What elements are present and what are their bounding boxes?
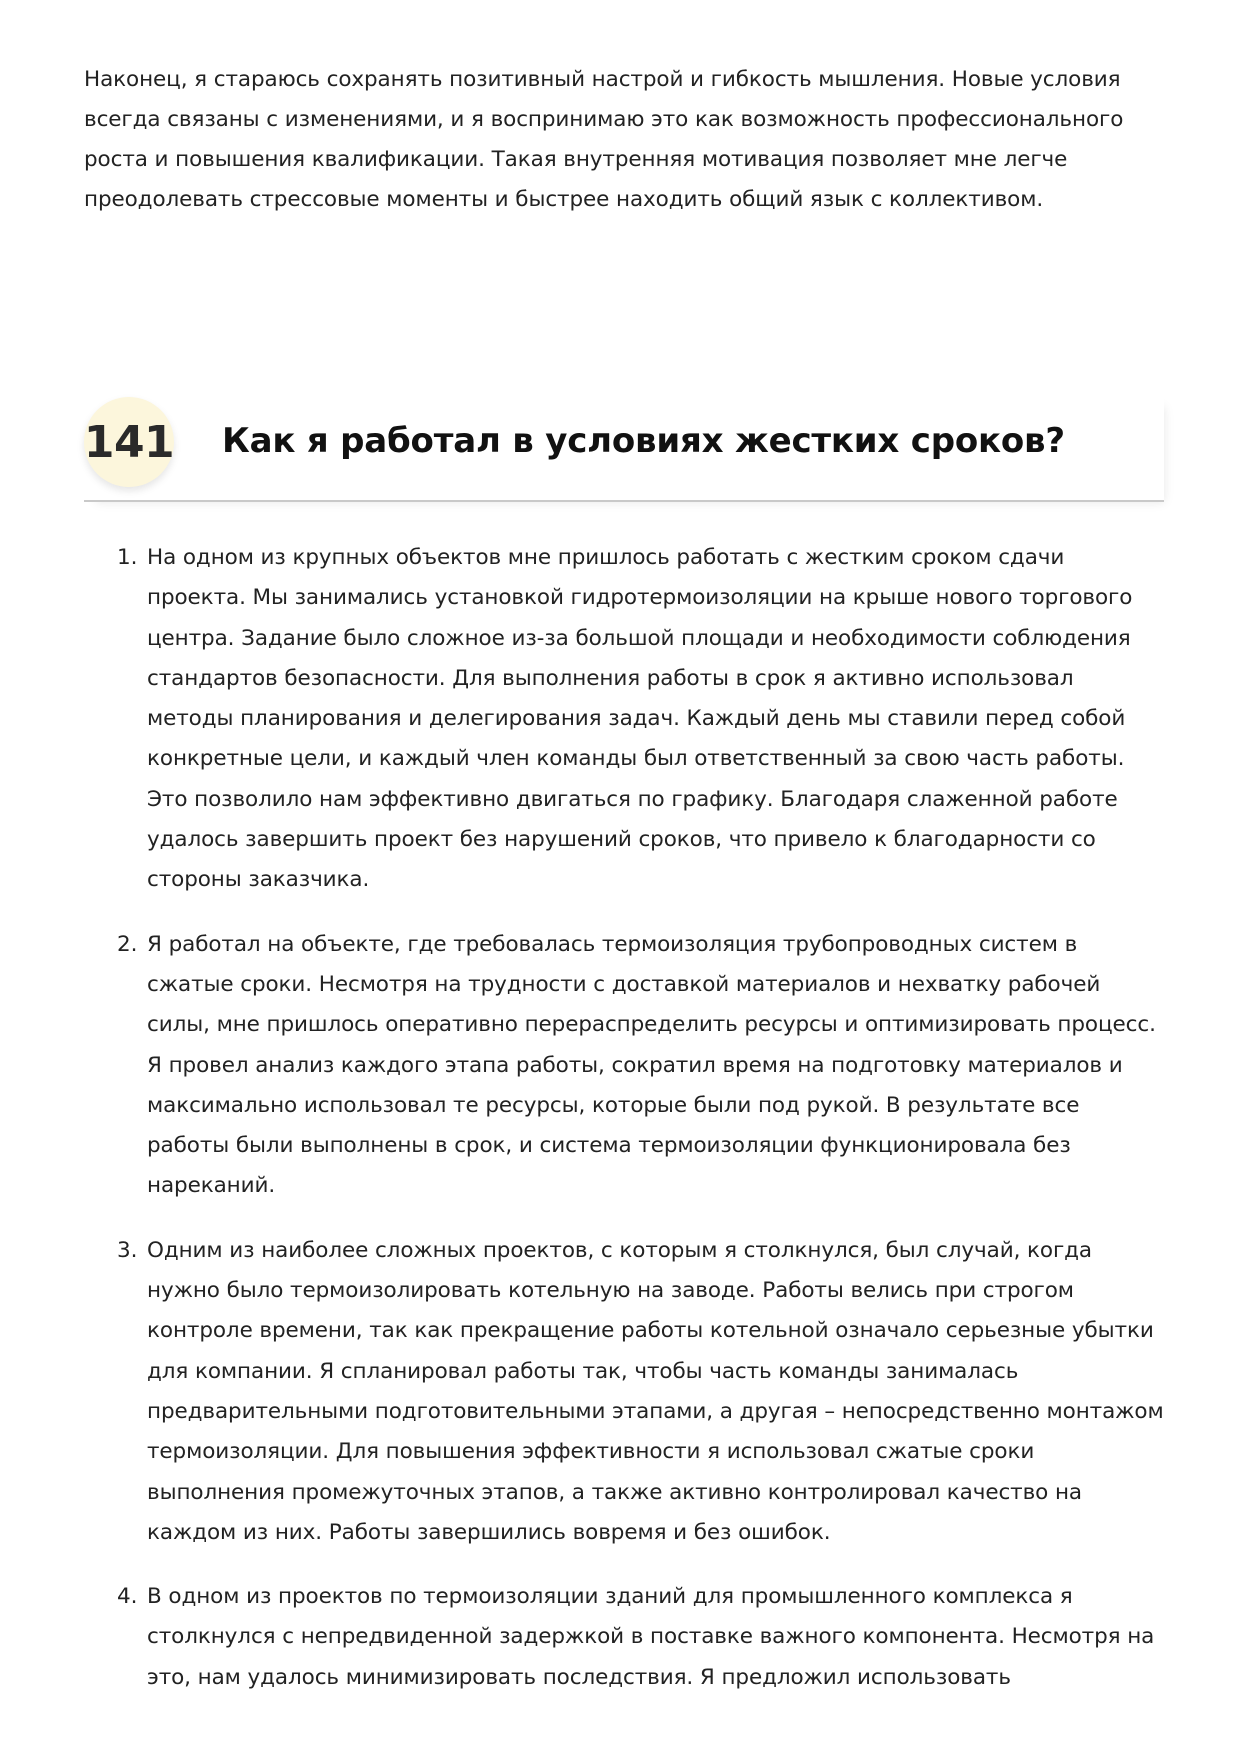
answer-item (84, 538, 1164, 901)
answer-list (84, 538, 1164, 1722)
document-page (83, 0, 1164, 1690)
answer-number: 1. (117, 545, 138, 570)
answer-text: Я работал на объекте, где требовалась термоизоляция трубопроводных систем в сжатые сроки. Несмотря на трудности с доставкой материалов и нехватку рабочей силы, мне пришлось оперативно перераспределить ресурсы и оптимизировать процесс. Я провел анализ каждого этапа работы, сократил время на подготовку материалов и максимально использовал те ресурсы, которые были под рукой. В результате все работы были выполнены в срок, и система термоизоляции функционировала без нареканий. (147, 931, 1156, 1199)
section-header (84, 395, 1164, 502)
answer-number: 3. (117, 1237, 138, 1263)
answer-item (84, 1231, 1164, 1553)
answer-text: Одним из наиболее сложных проектов, с которым я столкнулся, был случай, когда нужно было термоизолировать котельную на заводе. Работы велись при строгом контроле времени, так как прекращение работы котельной означало серьезные убытки для компании. Я спланировал работы так, чтобы часть команды занималась предварительными подготовительными этапами, а другая – непосредственно монтажом термоизоляции. Для повышения эффективности я использовал сжатые сроки выполнения промежуточных этапов, а также активно контролировал качество на каждом из них. Работы завершились вовремя и без ошибок. (147, 1237, 1164, 1545)
intro-paragraph: Наконец, я стараюсь сохранять позитивный настрой и гибкость мышления. Новые условия всегда связаны с изменениями, и я воспринимаю это как возможность профессионального роста и повышения квалификации. Такая внутренняя мотивация позволяет мне легче преодолевать стрессовые моменты и быстрее находить общий язык с коллективом. (84, 67, 1124, 212)
section-title: Как я работал в условиях жестких сроков? (222, 421, 1065, 461)
answer-item (84, 1577, 1164, 1698)
answer-text: В одном из проектов по термоизоляции зданий для промышленного комплекса я столкнулся с непредвиденной задержкой в поставке важного компонента. Несмотря на это, нам удалось минимизировать последствия. Я предложил использовать (147, 1584, 1155, 1690)
answer-number: 4. (117, 1584, 138, 1610)
answer-text: На одном из крупных объектов мне пришлось работать с жестким сроком сдачи проекта. Мы занимались установкой гидротермоизоляции на крыше нового торгового центра. Задание было сложное из-за большой площади и необходимости соблюдения стандартов безопасности. Для выполнения работы в срок я активно использовал методы планирования и делегирования задач. Каждый день мы ставили перед собой конкретные цели, и каждый член команды был ответственный за свою часть работы. Это позволило нам эффективно двигаться по графику. Благодаря слаженной работе удалось завершить проект без нарушений сроков, что привело к благодарности со стороны заказчика. (147, 545, 1133, 893)
question-number-badge: 141 (84, 397, 174, 487)
answer-number: 2. (117, 931, 138, 957)
answer-item (84, 925, 1164, 1207)
